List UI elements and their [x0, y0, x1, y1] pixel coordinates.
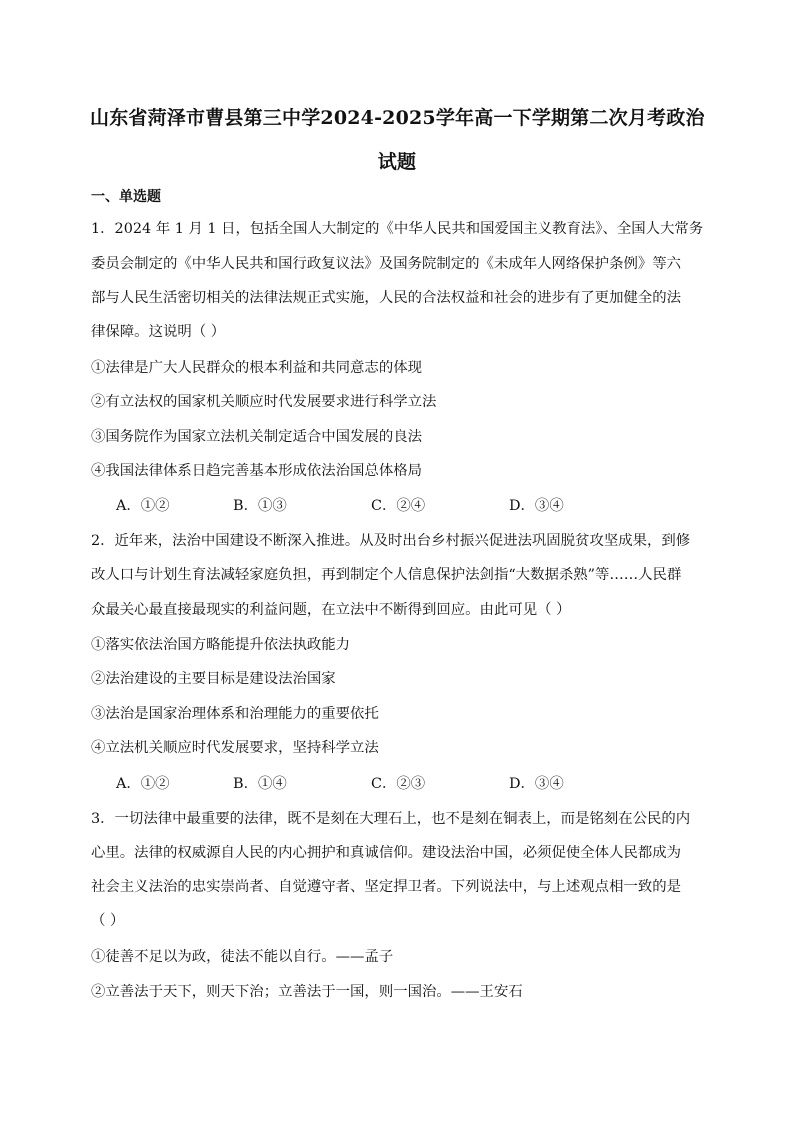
q3-stem-line-3: 社会主义法治的忠实崇尚者、自觉遵守者、坚定捍卫者。下列说法中，与上述观点相一致的是: [91, 879, 682, 895]
q1-option-b: B．①③: [233, 498, 287, 514]
q1-stem-line-3: 部与人民生活密切相关的法律法规正式实施，人民的合法权益和社会的进步有了更加健全的法: [91, 290, 682, 306]
q1-item-4: ④我国法律体系日趋完善基本形成依法治国总体格局: [91, 463, 422, 479]
document-title-line-2: 试题: [377, 151, 417, 173]
q1-stem-line-4: 律保障。这说明（ ）: [91, 324, 226, 340]
q1-item-2: ②有立法权的国家机关顺应时代发展要求进行科学立法: [91, 394, 437, 410]
q1-item-3: ③国务院作为国家立法机关制定适合中国发展的良法: [91, 429, 422, 445]
q1-option-d: D．③④: [509, 498, 564, 514]
q2-stem-line-2: 改人口与计划生育法减轻家庭负担，再到制定个人信息保护法剑指“大数据杀熟”等……人民群: [91, 567, 682, 583]
q3-stem-line-2: 心里。法律的权威源自人民的内心拥护和真诚信仰。建设法治中国，必须促使全体人民都成为: [91, 845, 682, 861]
q2-stem-line-3: 众最关心最直接最现实的利益问题，在立法中不断得到回应。由此可见（ ）: [91, 602, 571, 618]
q2-option-b: B．①④: [233, 776, 287, 792]
q2-item-2: ②法治建设的主要目标是建设法治国家: [91, 671, 336, 687]
q1-option-a: A．①②: [116, 498, 170, 514]
q3-stem-line-1: 3．一切法律中最重要的法律，既不是刻在大理石上，也不是刻在铜表上，而是铭刻在公民的内: [91, 811, 691, 827]
q2-item-1: ①落实依法治国方略能提升依法执政能力: [91, 637, 351, 653]
document-title-line-1: 山东省菏泽市曹县第三中学2024-2025学年高一下学期第二次月考政治: [90, 107, 705, 129]
q2-option-a: A．①②: [116, 776, 170, 792]
q3-item-1: ①徒善不足以为政，徒法不能以自行。——孟子: [91, 949, 394, 965]
q2-option-d: D．③④: [509, 776, 564, 792]
q2-item-4: ④立法机关顺应时代发展要求，坚持科学立法: [91, 740, 379, 756]
q1-stem-line-2: 委员会制定的《中华人民共和国行政复议法》及国务院制定的《未成年人网络保护条例》等六: [91, 256, 682, 272]
q2-option-c: C．②③: [371, 776, 426, 792]
section-heading: 一、单选题: [91, 189, 161, 205]
q3-stem-line-4: （ ）: [91, 913, 125, 929]
q1-option-c: C．②④: [371, 498, 426, 514]
q3-item-2: ②立善法于天下，则天下治；立善法于一国，则一国治。——王安石: [91, 984, 523, 1000]
q1-item-1: ①法律是广大人民群众的根本利益和共同意志的体现: [91, 360, 422, 376]
q1-stem-line-1: 1．2024 年 1 月 1 日，包括全国人大制定的《中华人民共和国爱国主义教育法》、全国人大常务: [91, 221, 704, 237]
q2-item-3: ③法治是国家治理体系和治理能力的重要依托: [91, 706, 379, 722]
q2-stem-line-1: 2．近年来，法治中国建设不断深入推进。从及时出台乡村振兴促进法巩固脱贫攻坚成果，到修: [91, 533, 691, 549]
